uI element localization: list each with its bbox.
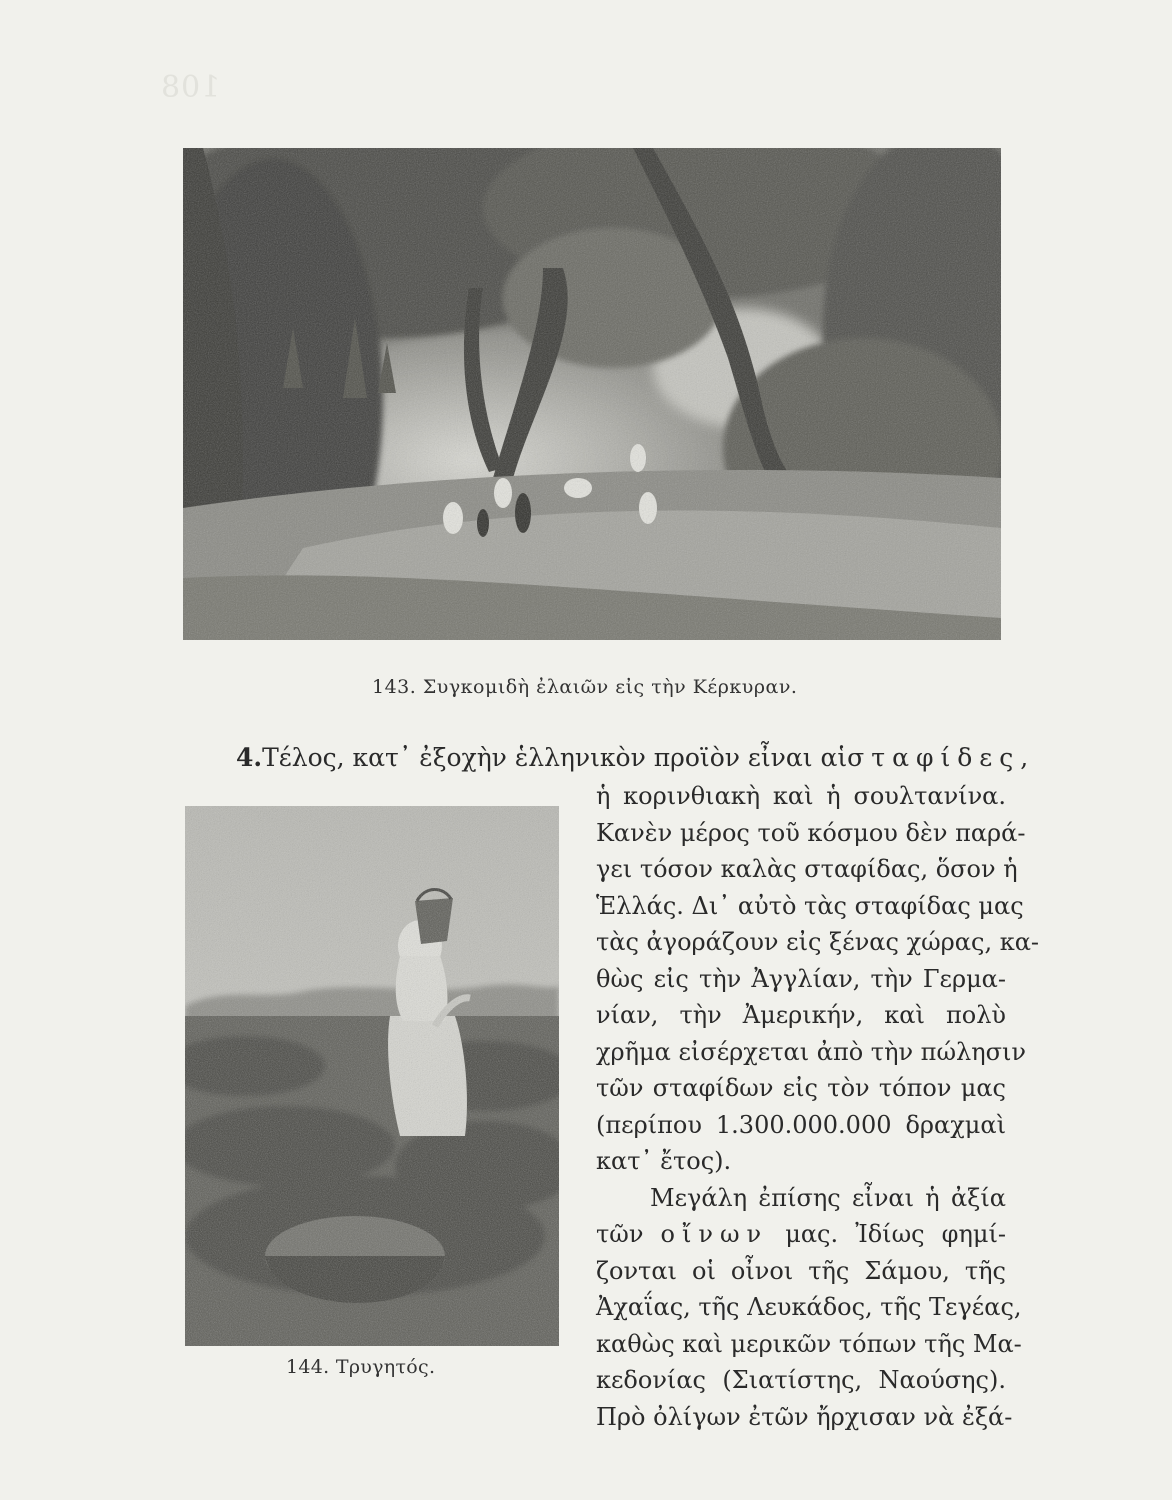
olive-harvest-photo xyxy=(183,148,1001,640)
text-fragment: μας. Ἰδίως φημί- xyxy=(785,1220,1006,1248)
text-line: θὼς εἰς τὴν Ἀγγλίαν, τὴν Γερμα- xyxy=(596,964,1006,993)
emphasized-word-wines: οἴνων xyxy=(660,1220,769,1248)
section-4-opening-line xyxy=(236,740,1036,776)
right-text-column xyxy=(596,778,1040,1435)
text-line: τὰς ἀγοράζουν εἰς ξένας χώρας, κα- xyxy=(596,928,1040,956)
text-line: ζονται οἱ οἶνοι τῆς Σάμου, τῆς xyxy=(596,1256,1006,1285)
paragraph-wines-first-line: Μεγάλη ἐπίσης εἶναι ἡ ἀξία xyxy=(650,1183,1006,1212)
text-line: κατ᾽ ἔτος). xyxy=(596,1147,732,1175)
text-line: χρῆμα εἰσέρχεται ἀπὸ τὴν πώλησιν xyxy=(596,1037,1026,1066)
text-line: Πρὸ ὀλίγων ἐτῶν ἤρχισαν νὰ ἐξά- xyxy=(596,1402,1013,1431)
text-line: Ἀχαΐας, τῆς Λευκάδος, τῆς Τεγέας, xyxy=(596,1293,1022,1321)
text-line: νίαν, τὴν Ἀμερικήν, καὶ πολὺ xyxy=(596,1001,1006,1029)
text-line: καθὼς καὶ μερικῶν τόπων τῆς Μα- xyxy=(596,1329,1022,1358)
emphasized-word-raisins: σταφίδες, xyxy=(847,743,1036,772)
text-line: κεδονίας (Σιατίστης, Ναούσης). xyxy=(596,1366,1006,1394)
text-line: Ἑλλάς. Δι᾽ αὐτὸ τὰς σταφίδας μας xyxy=(596,891,1024,920)
text-line: Κανὲν μέρος τοῦ κόσμου δὲν παρά- xyxy=(596,818,1026,847)
text-line: τῶν σταφίδων εἰς τὸν τόπον μας xyxy=(596,1074,1006,1102)
figure-143-caption: 143. Συγκομιδὴ ἐλαιῶν εἰς τὴν Κέρκυραν. xyxy=(372,676,798,698)
text-fragment: τῶν xyxy=(596,1220,644,1248)
text-line: ἡ κορινθιακὴ καὶ ἡ σουλτανίνα. xyxy=(596,782,1006,810)
grape-harvester-photo xyxy=(185,806,559,1346)
bleed-through-page-number: 108 xyxy=(160,70,221,105)
text-line: γει τόσον καλὰς σταφίδας, ὅσον ἡ xyxy=(596,855,1018,883)
section-number: 4. xyxy=(236,743,263,772)
paragraph-wines-second-line xyxy=(596,1216,1006,1253)
opening-text: Τέλος, κατ᾽ ἐξοχὴν ἑλληνικὸν προϊὸν εἶναι αἱ xyxy=(262,743,848,772)
text-line: (περίπου 1.300.000.000 δραχμαὶ xyxy=(596,1110,1006,1139)
figure-144-caption: 144. Τρυγητός. xyxy=(286,1356,436,1378)
